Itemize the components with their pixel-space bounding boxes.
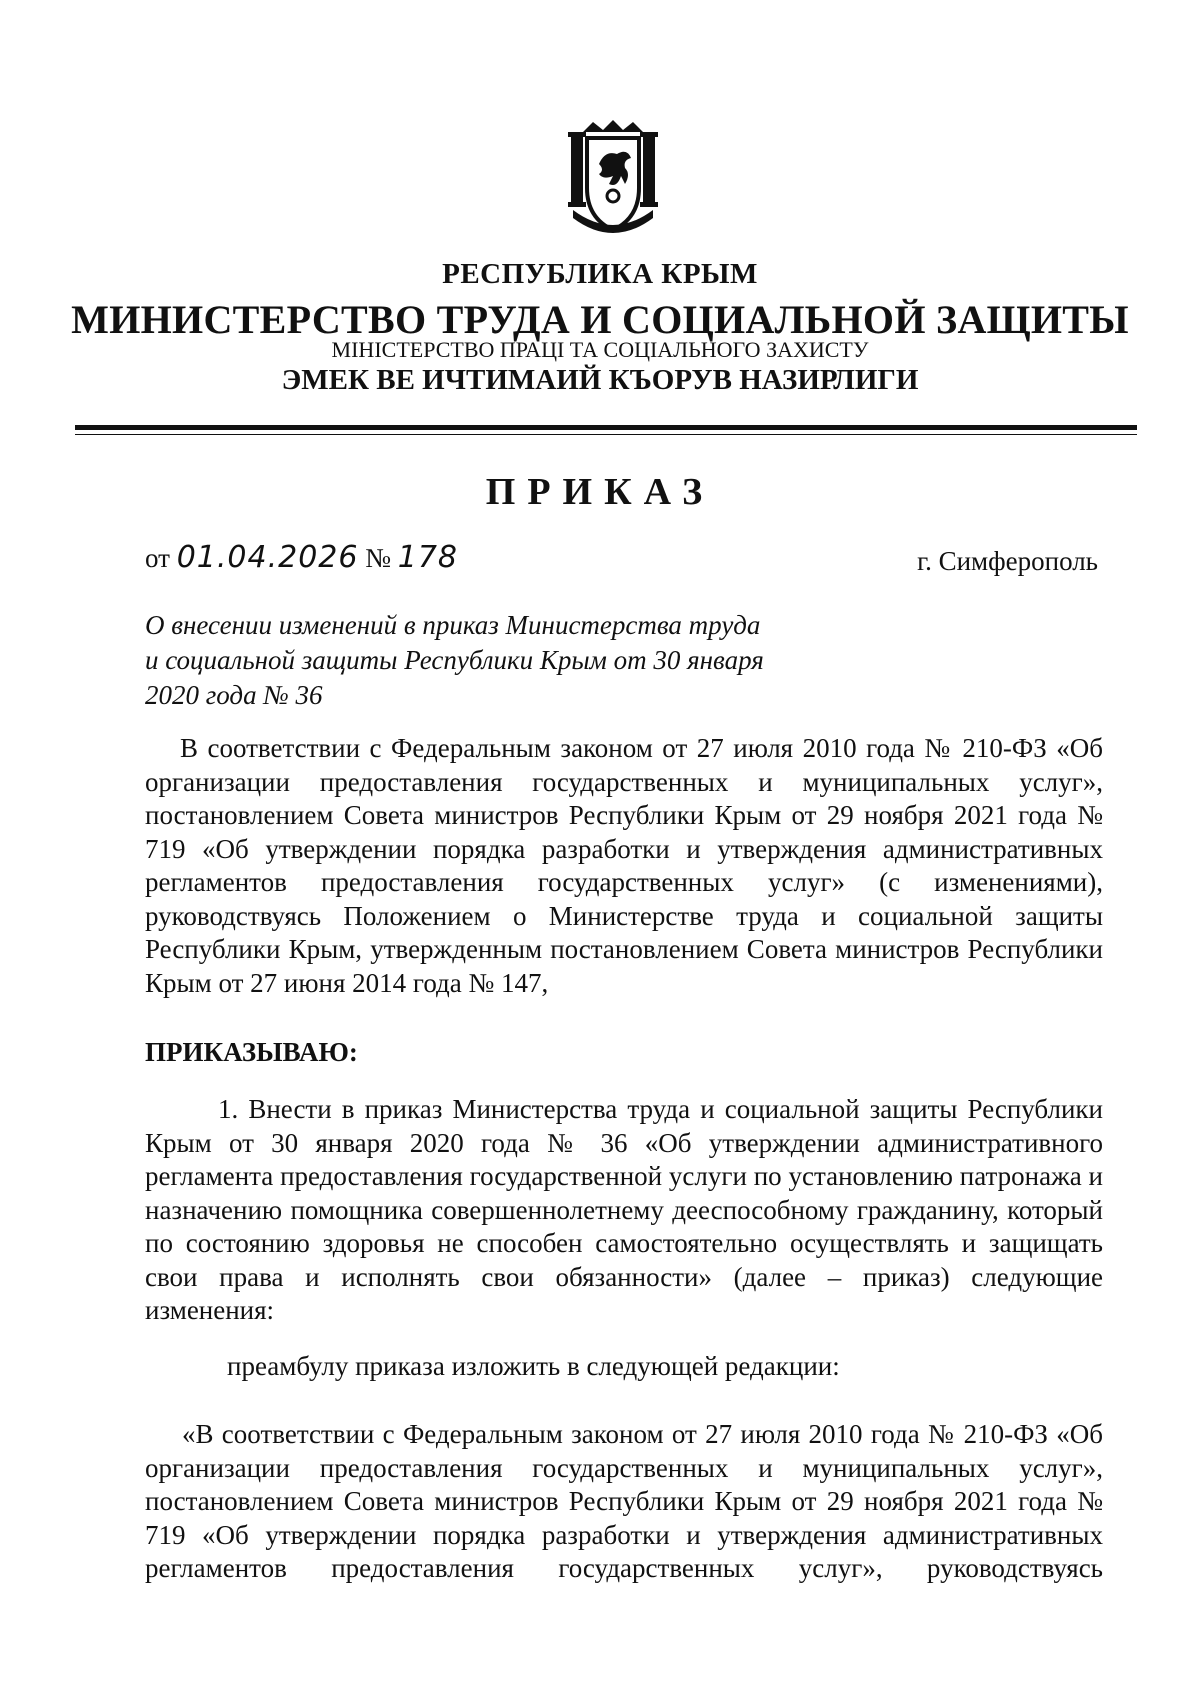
date-number-line — [145, 540, 458, 575]
republic-heading: РЕСПУБЛИКА КРЫМ — [442, 258, 758, 290]
item-1-paragraph: 1. Внести в приказ Министерства труда и социальной защиты Республики Крым от 30 января 2020 года № 36 «Об утверждении административного регламента предоставления государственной услуги по установлению патронажа и назначению помощника совершеннолетнему дееспособному гражданину, который по состоянию здоровья не способен самостоятельно осуществлять и защищать свои права и исполнять свои обязанности» (далее – приказ) следующие изменения: — [145, 1094, 1103, 1325]
preamble-paragraph: В соответствии с Федеральным законом от 27 июля 2010 года № 210-ФЗ «Об организации предоставления государственных и муниципальных услуг», постановлением Совета министров Республики Крым от 29 ноября 2021 года № 719 «Об утверждении порядка разработки и утверждения административных регламентов предоставления государственных услуг» (с изменениями), руководствуясь Положением о Министерстве труда и социальной защиты Республики Крым, утвержденным постановлением Совета министров Республики Крым от 27 июня 2014 года № 147, — [145, 733, 1103, 998]
ministry-heading-ru: МИНИСТЕРСТВО ТРУДА И СОЦИАЛЬНОЙ ЗАЩИТЫ — [71, 297, 1129, 342]
ministry-heading-crh: ЭМЕК ВЕ ИЧТИМАИЙ КЪОРУВ НАЗИРЛИГИ — [281, 364, 919, 396]
ministry-heading-ua: МІНІСТЕРСТВО ПРАЦІ ТА СОЦІАЛЬНОГО ЗАХИСТУ — [331, 337, 869, 362]
order-word: ПРИКАЗЫВАЮ: — [145, 1037, 358, 1067]
order-subject: О внесении изменений в приказ Министерства труда и социальной защиты Республики Крым от 30 января 2020 года № 36 — [145, 610, 764, 710]
preamble-edit-paragraph: преамбулу приказа изложить в следующей редакции: — [227, 1351, 840, 1381]
new-preamble-paragraph: «В соответствии с Федеральным законом от 27 июля 2010 года № 210-ФЗ «Об организации предоставления государственных и муниципальных услуг», постановлением Совета министров Республики Крым от 29 ноября 2021 года № 719 «Об утверждении порядка разработки и утверждения административных регламентов предоставления государственных услуг», руководствуясь — [145, 1419, 1103, 1583]
city: г. Симферополь — [917, 546, 1098, 576]
header-divider-thin — [75, 434, 1137, 435]
number-prefix: № — [365, 543, 391, 573]
document-title: ПРИКАЗ — [485, 471, 715, 513]
header-divider-thick — [75, 425, 1137, 430]
date-prefix: от — [145, 543, 170, 573]
handwritten-date: 01.04.2026 — [176, 540, 359, 575]
crimea-coat-of-arms-icon — [565, 118, 661, 240]
handwritten-number: 178 — [397, 540, 459, 575]
